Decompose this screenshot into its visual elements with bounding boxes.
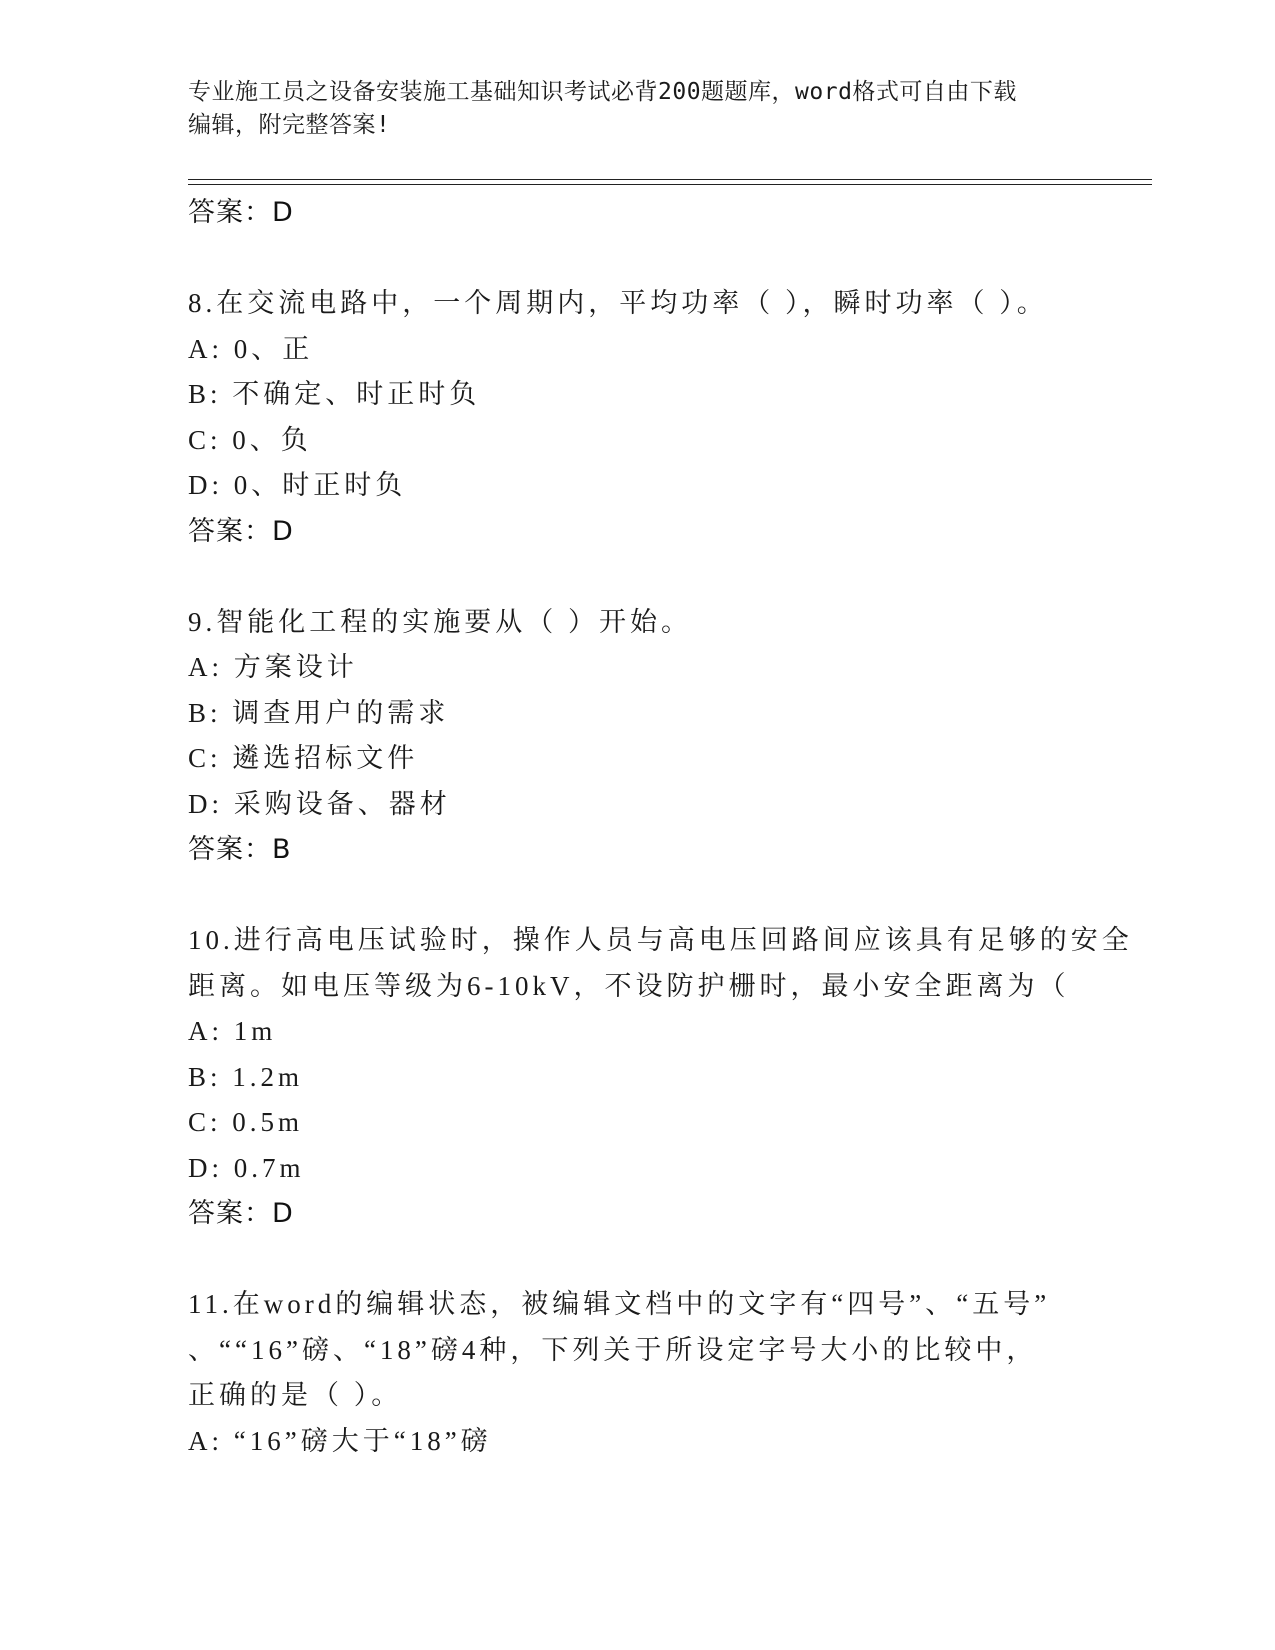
option-c: C: 遴选招标文件: [188, 743, 419, 773]
option-b: B: 调查用户的需求: [188, 697, 450, 728]
header-divider-top: [188, 179, 1152, 180]
question-stem: 10.进行高电压试验时，操作人员与高电压回路间应该具有足够的安全: [188, 925, 1133, 955]
header-divider-bottom: [188, 184, 1152, 185]
question-stem: 11.在word的编辑状态，被编辑文档中的文字有“四号”、“五号”: [188, 1289, 1051, 1319]
question-item: [188, 281, 1088, 554]
option-a: A: “16”磅大于“18”磅: [188, 1425, 492, 1456]
question-list: [188, 190, 1133, 1464]
option-b: B: 不确定、时正时负: [188, 379, 481, 409]
question-stem-continued: 距离。如电压等级为6-10kV，不设防护栅时，最小安全距离为（: [188, 970, 1070, 1001]
spacer: [188, 236, 1088, 282]
question-item: [188, 600, 1088, 873]
option-a: A: 方案设计: [188, 652, 358, 682]
question-item: [188, 918, 1133, 1237]
spacer: [188, 1237, 1088, 1283]
document-header: [188, 76, 1088, 142]
option-a: A: 0、正: [188, 333, 314, 364]
option-d: D: 采购设备、器材: [188, 788, 451, 819]
header-title-line-1: 专业施工员之设备安装施工基础知识考试必背200题题库，word格式可自由下载: [188, 79, 1017, 105]
answer-line: 答案：D: [188, 1198, 294, 1229]
question-stem-continued: 、““16”磅、“18”磅4种，下列关于所设定字号大小的比较中，: [188, 1334, 1038, 1365]
answer-line: 答案：D: [188, 197, 294, 228]
question-stem: 8.在交流电路中，一个周期内，平均功率（ ），瞬时功率（ ）。: [188, 288, 1048, 318]
option-a: A: 1m: [188, 1016, 277, 1046]
answer-line: 答案：B: [188, 834, 292, 865]
option-d: D: 0.7m: [188, 1152, 305, 1183]
option-b: B: 1.2m: [188, 1061, 304, 1092]
header-title-line-2: 编辑，附完整答案!: [188, 112, 391, 138]
spacer: [188, 554, 1088, 600]
question-stem-continued: 正确的是（ ）。: [188, 1380, 403, 1410]
spacer: [188, 873, 1088, 919]
option-c: C: 0.5m: [188, 1107, 304, 1137]
answer-line: 答案：D: [188, 515, 294, 547]
question-item: [188, 1282, 1088, 1464]
option-c: C: 0、负: [188, 424, 312, 455]
question-stem: 9.智能化工程的实施要从（ ）开始。: [188, 606, 692, 637]
option-d: D: 0、时正时负: [188, 470, 407, 500]
